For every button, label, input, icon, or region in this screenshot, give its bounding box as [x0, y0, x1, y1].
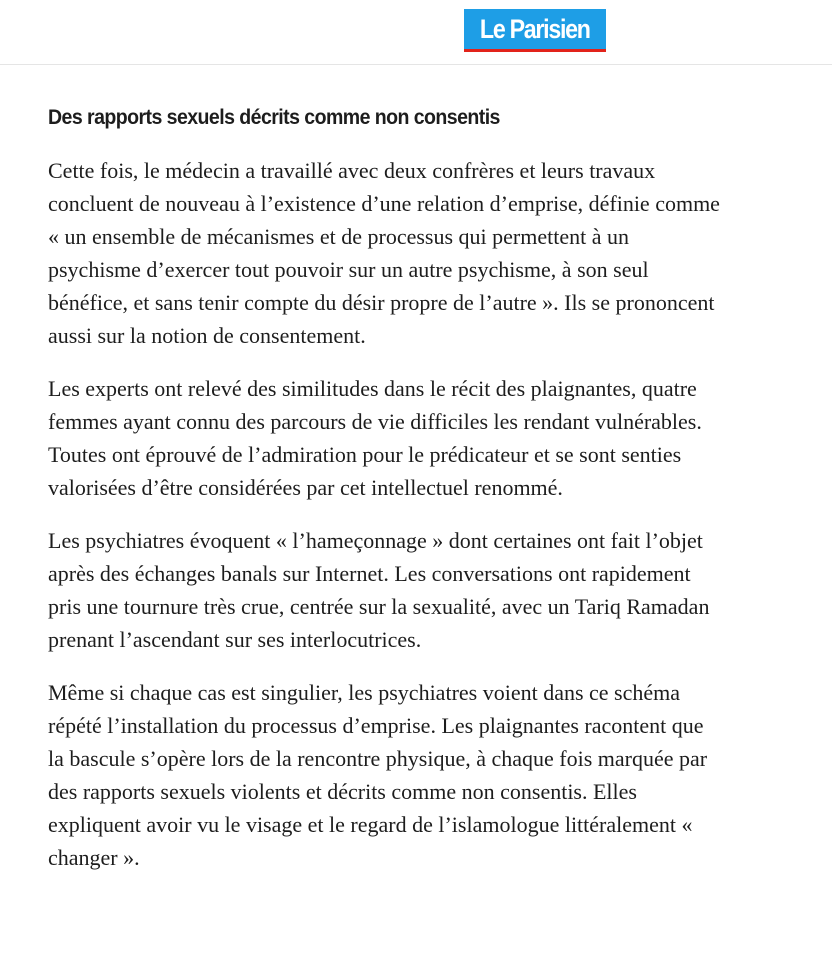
site-header: [0, 0, 832, 65]
article-paragraph: Cette fois, le médecin a travaillé avec deux confrères et leurs travaux concluent de nouveau à l’existence d’une relation d’emprise, définie comme « un ensemble de mécanismes et de processus qui permettent à un psychisme d’exercer tout pouvoir sur un autre psychisme, à son seul bénéfice, et sans tenir compte du désir propre de l’autre ». Ils se prononcent aussi sur la notion de consentement.: [48, 158, 720, 348]
article-body: [48, 104, 720, 894]
article-paragraph: Les experts ont relevé des similitudes dans le récit des plaignantes, quatre femmes ayant connu des parcours de vie difficiles les rendant vulnérables. Toutes ont éprouvé de l’admiration pour le prédicateur et se sont senties valorisées d’être considérées par cet intellectuel renommé.: [48, 376, 702, 500]
article-paragraph: Même si chaque cas est singulier, les psychiatres voient dans ce schéma répété l’installation du processus d’emprise. Les plaignantes racontent que la bascule s’opère lors de la rencontre physique, à chaque fois marquée par des rapports sexuels violents et décrits comme non consentis. Elles expliquent avoir vu le visage et le regard de l’islamologue littéralement « changer ».: [48, 680, 708, 870]
section-title: Des rapports sexuels décrits comme non consentis: [48, 106, 500, 129]
logo-text: Le Parisien: [480, 13, 590, 44]
le-parisien-logo[interactable]: [464, 9, 606, 52]
article-paragraph: Les psychiatres évoquent « l’hameçonnage » dont certaines ont fait l’objet après des échanges banals sur Internet. Les conversations ont rapidement pris une tournure très crue, centrée sur la sexualité, avec un Tariq Ramadan prenant l’ascendant sur ses interlocutrices.: [48, 528, 710, 652]
